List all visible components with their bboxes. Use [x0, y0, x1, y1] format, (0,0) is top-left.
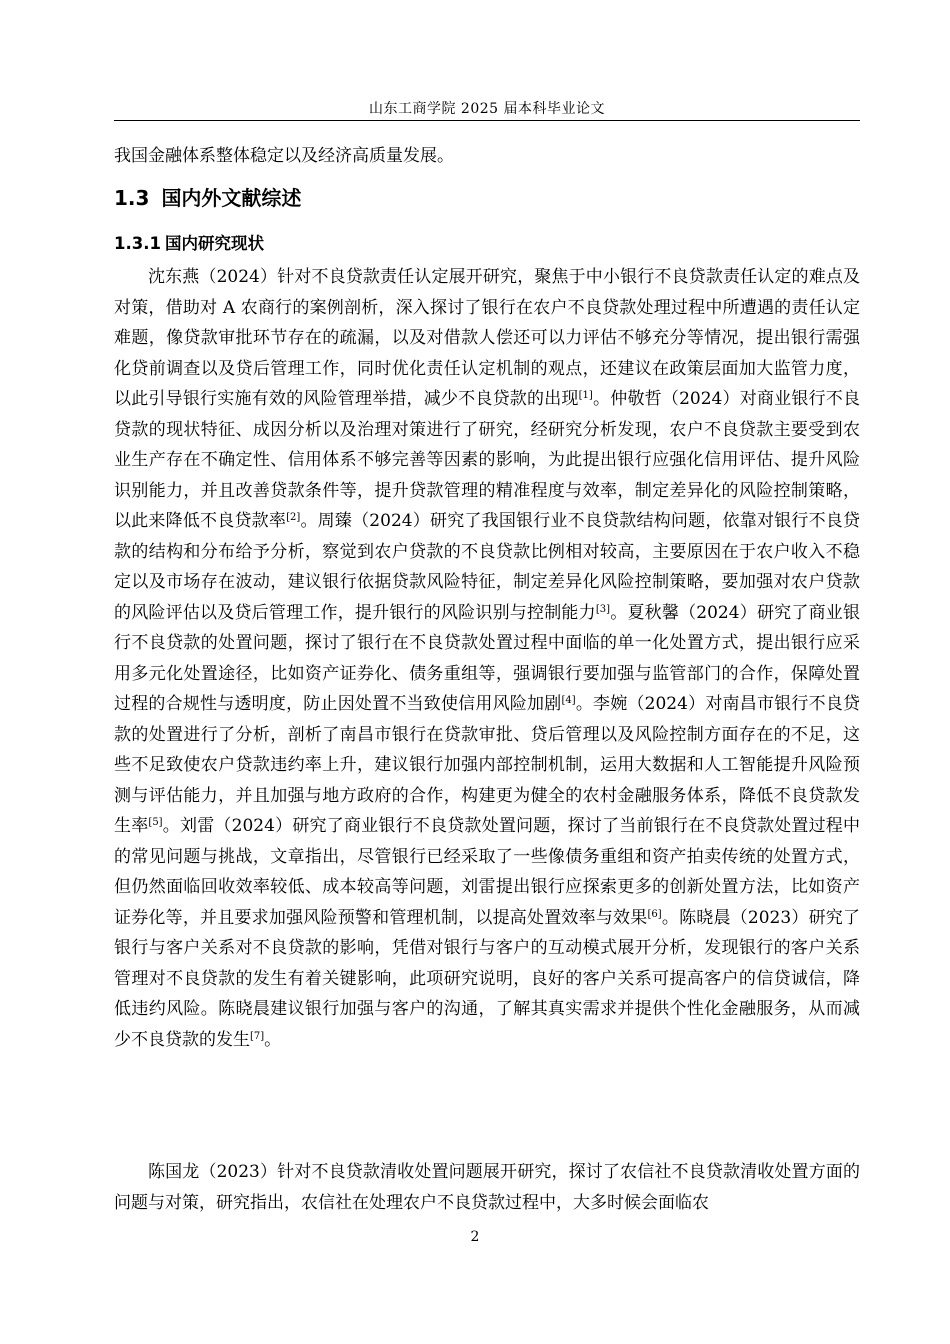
section-number: 1.3 — [114, 186, 150, 210]
citation-ref: [6] — [647, 908, 662, 920]
citation-ref: [7] — [250, 1030, 265, 1042]
continued-paragraph: 我国金融体系整体稳定以及经济高质量发展。 — [114, 146, 454, 166]
body-paragraph-2: 陈国龙（2023）针对不良贷款清收处置问题展开研究，探讨了农信社不良贷款清收处置方面的问题与对策，研究指出，农信社在处理农户不良贷款过程中，大多时候会面临农 — [114, 1162, 860, 1213]
body-paragraph-1 — [114, 262, 860, 1055]
paragraph-segment: 沈东燕（2024）针对不良贷款责任认定展开研究，聚焦于中小银行不良贷款责任认定的难点及对策，借助对 A 农商行的案例剖析，深入探讨了银行在农户不良贷款处理过程中所遭遇的责任认定难题，像贷款审批环节存在的疏漏，以及对借款人偿还可以力评估不够充分等情况，提出银行需强化贷前调查以及贷后管理工作，同时优化责任认定机制的观点，还建议在政策层面加大监管力度，以此引导银行实施有效的风险管理举措，减少不良贷款的出现 — [114, 267, 860, 409]
citation-ref: [4] — [561, 695, 576, 706]
citation-ref: [2] — [286, 512, 301, 523]
section-title: 国内外文献综述 — [161, 186, 302, 210]
paragraph-segment: 。陈晓晨（2023）研究了银行与客户关系对不良贷款的影响，凭借对银行与客户的互动模式展开分析，发现银行的客户关系管理对不良贷款的发生有着关键影响，此项研究说明，良好的客户关系可提高客户的信贷诚信，降低违约风险。陈晓晨建议银行加强与客户的沟通，了解其真实需求并提供个性化金融服务，从而减少不良贷款的发生 — [114, 907, 861, 1050]
running-header: 山东工商学院 2025 届本科毕业论文 — [368, 101, 606, 117]
header-rule — [114, 120, 860, 121]
paragraph-segment: 。李婉（2024）对南昌市银行不良贷款的处置进行了分析，剖析了南昌市银行在贷款审批、贷后管理以及风险控制方面存在的不足，这些不足致使农户贷款违约率上升，建议银行加强内部控制机制，运用大数据和人工智能提升风险预测与评估能力，并且加强与地方政府的合作，构建更为健全的农村金融服务体系，降低不良贷款发生率 — [114, 694, 861, 836]
citation-ref: [5] — [148, 817, 163, 828]
citation-ref: [1] — [578, 390, 593, 401]
paragraph-segment: 。夏秋馨（2024）研究了商业银行不良贷款的处置问题，探讨了银行在不良贷款处置过程中面临的单一化处置方式，提出银行应采用多元化处置途径，比如资产证券化、债务重组等，强调银行要加强与监管部门的合作，保障处置过程的合规性与透明度，防止因处置不当致使信用风险加剧 — [114, 602, 861, 714]
citation-ref: [3] — [595, 603, 611, 615]
paragraph-segment: 。刘雷（2024）研究了商业银行不良贷款处置问题，探讨了当前银行在不良贷款处置过程中的常见问题与挑战，文章指出，尽管银行已经采取了一些像债务重组和资产拍卖传统的处置方式，但仍然面临回收效率较低、成本较高等问题，刘雷提出银行应探索更多的创新处置方法，比如资产证券化等，并且要求加强风险预警和管理机制，以提高处置效率与效果 — [114, 816, 861, 928]
page-number: 2 — [470, 1229, 480, 1245]
paragraph-segment: 。周臻（2024）研究了我国银行业不良贷款结构问题，依靠对银行不良贷款的结构和分布给予分析，察觉到农户贷款的不良贷款比例相对较高，主要原因在于农户收入不稳定以及市场存在波动，建议银行依据贷款风险特征，制定差异化风险控制策略，要加强对农户贷款的风险评估以及贷后管理工作，提升银行的风险识别与控制能力 — [114, 511, 861, 623]
paragraph-segment: 。 — [264, 1029, 282, 1050]
section-heading — [114, 183, 301, 213]
subsection-number: 1.3.1 — [114, 234, 161, 253]
subsection-title: 国内研究现状 — [164, 234, 264, 253]
subsection-heading — [114, 230, 264, 258]
paragraph-segment: 。仲敬哲（2024）对商业银行不良贷款的现状特征、成因分析以及治理对策进行了研究，经研究分析发现，农户不良贷款主要受到农业生产存在不确定性、信用体系不够完善等因素的影响，为此提出银行应强化信用评估、提升风险识别能力，并且改善贷款条件等，提升贷款管理的精准程度与效率，制定差异化的风险控制策略，以此来降低不良贷款率 — [114, 389, 860, 531]
